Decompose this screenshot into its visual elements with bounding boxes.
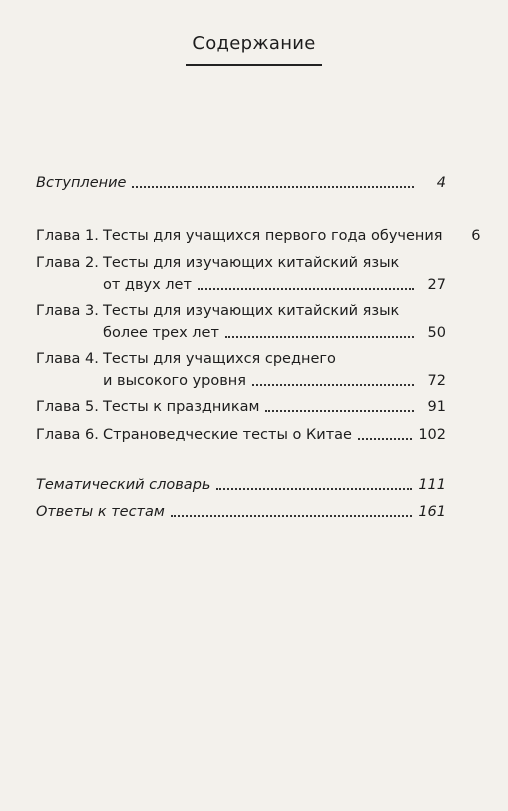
chapter-label: Глава 3. [36,303,99,319]
dot-leader [216,488,412,490]
dot-leader [252,384,414,386]
dot-leader [132,186,414,188]
toc-entry-intro [36,174,446,192]
chapter-title-line: Тесты для учащихся среднего [103,351,336,367]
toc-page-number: 4 [436,175,446,191]
chapter-title-line: от двух лет [103,277,192,293]
toc-entry-label: Тематический словарь [36,477,211,493]
toc-entry-label: Вступление [36,175,127,191]
toc-entry-chapter-5 [36,398,446,416]
chapter-title-line: Тесты к праздникам [103,399,260,415]
page-title: Содержание [192,33,316,54]
toc-entry-chapter-3 [36,302,446,342]
chapter-title-line: Страноведческие тесты о Китае [103,427,352,443]
toc-entry-glossary [36,476,446,494]
chapter-title-line: Тесты для учащихся первого года обучения [103,228,443,244]
chapter-label: Глава 6. [36,427,99,443]
chapter-title-line: Тесты для изучающих китайский язык [103,303,400,319]
toc-entry-chapter-2 [36,254,446,294]
title-underline [186,64,322,66]
chapter-title-line: и высокого уровня [103,373,247,389]
toc-page-number: 6 [471,228,481,244]
toc-page-number: 102 [418,427,446,443]
toc-entry-chapter-1 [36,227,481,245]
toc-page-number: 111 [418,477,446,493]
chapter-label: Глава 1. [36,228,99,244]
toc-entry-chapter-4 [36,350,446,390]
toc-entry-answers [36,503,446,521]
dot-leader [358,438,412,440]
toc-page-number: 50 [427,325,446,341]
dot-leader [265,410,414,412]
chapter-label: Глава 5. [36,399,99,415]
toc-page-number: 91 [427,399,446,415]
chapter-label: Глава 2. [36,255,99,271]
chapter-title-line: более трех лет [103,325,219,341]
dot-leader [198,288,414,290]
toc-page-number: 27 [427,277,446,293]
toc-page-number: 161 [418,504,446,520]
dot-leader [171,515,413,517]
dot-leader [225,336,414,338]
toc-entry-label: Ответы к тестам [36,504,165,520]
toc-entry-chapter-6 [36,426,446,444]
chapter-label: Глава 4. [36,351,99,367]
toc-page-number: 72 [427,373,446,389]
chapter-title-line: Тесты для изучающих китайский язык [103,255,400,271]
